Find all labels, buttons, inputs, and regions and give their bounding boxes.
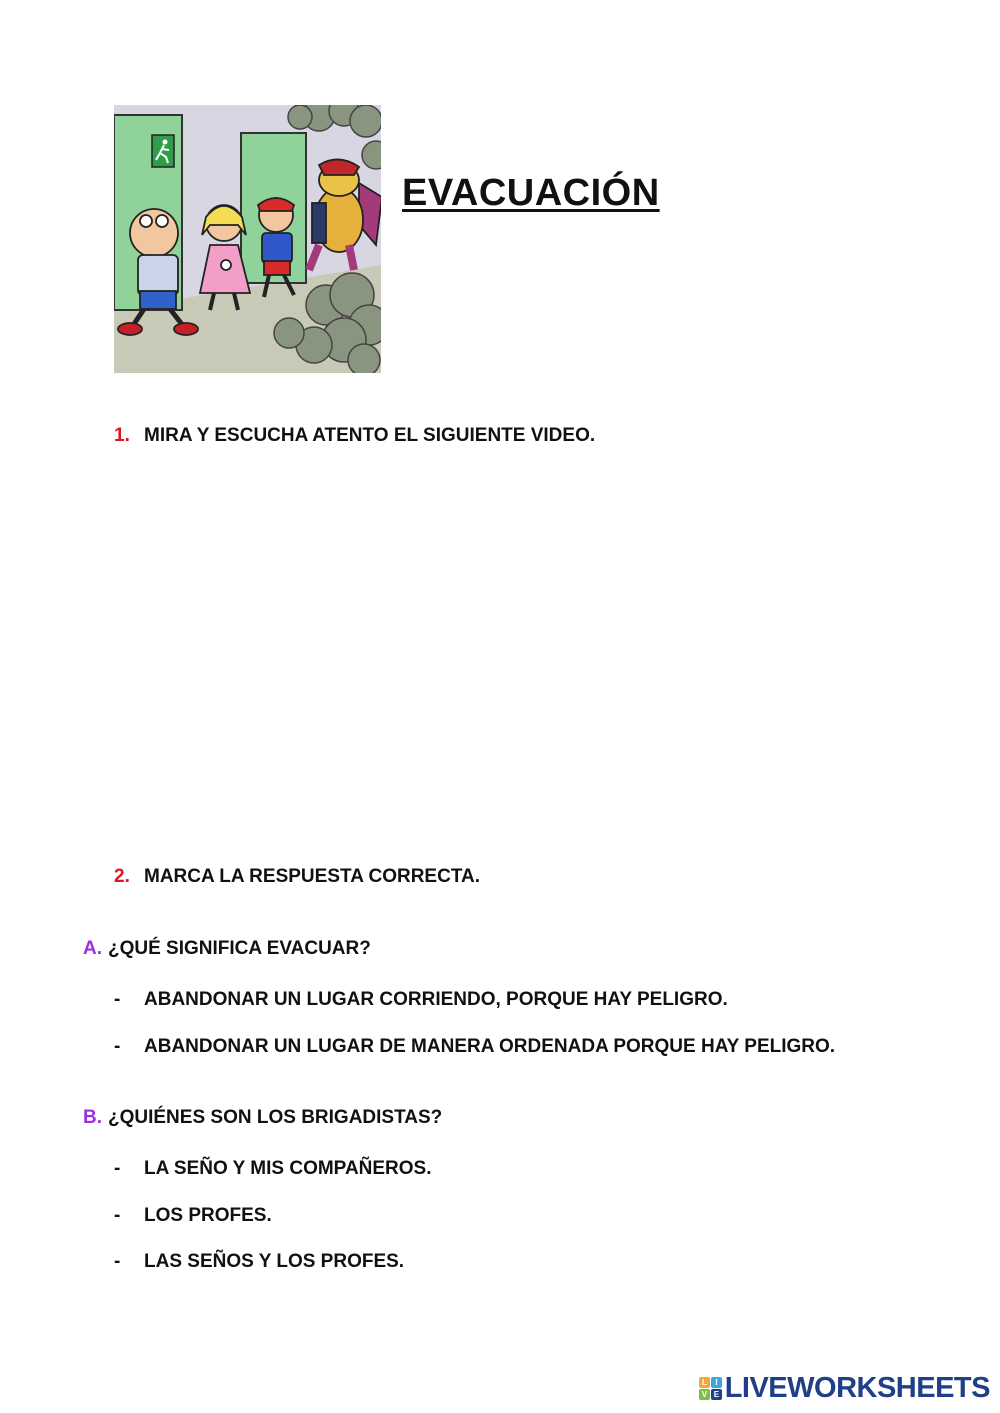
question-a-option-1[interactable]: ABANDONAR UN LUGAR CORRIENDO, PORQUE HAY PELIGRO. (144, 989, 728, 1010)
question-b (83, 1107, 442, 1129)
question-a-text: ¿QUÉ SIGNIFICA EVACUAR? (108, 938, 371, 959)
instruction-2 (114, 866, 480, 888)
liveworksheets-logo-icon: L I V E (699, 1377, 722, 1400)
instruction-2-text: MARCA LA RESPUESTA CORRECTA. (144, 866, 481, 887)
question-a (83, 938, 371, 960)
evacuation-illustration (114, 105, 381, 373)
instruction-2-number: 2. (114, 866, 130, 887)
question-a-letter: A. (83, 938, 102, 959)
option-dash: - (114, 1205, 121, 1226)
question-b-text: ¿QUIÉNES SON LOS BRIGADISTAS? (108, 1107, 443, 1128)
question-a-option-2[interactable]: ABANDONAR UN LUGAR DE MANERA ORDENADA PORQUE HAY PELIGRO. (144, 1036, 836, 1057)
running-person-exit-icon (152, 135, 174, 167)
option-dash: - (114, 1158, 121, 1179)
question-b-option-1[interactable]: LA SEÑO Y MIS COMPAÑEROS. (144, 1158, 432, 1179)
option-dash: - (114, 1036, 121, 1057)
question-b-option-3[interactable]: LAS SEÑOS Y LOS PROFES. (144, 1251, 405, 1272)
option-dash: - (114, 989, 121, 1010)
question-b-option-2[interactable]: LOS PROFES. (144, 1205, 272, 1226)
page-title: EVACUACIÓN (402, 172, 660, 214)
instruction-1-text: MIRA Y ESCUCHA ATENTO EL SIGUIENTE VIDEO. (144, 425, 596, 446)
brand-name: LIVEWORKSHEETS (724, 1372, 990, 1404)
instruction-1 (114, 425, 595, 447)
instruction-1-number: 1. (114, 425, 130, 446)
option-dash: - (114, 1251, 121, 1272)
liveworksheets-brand[interactable] (699, 1372, 990, 1405)
question-b-letter: B. (83, 1107, 102, 1128)
